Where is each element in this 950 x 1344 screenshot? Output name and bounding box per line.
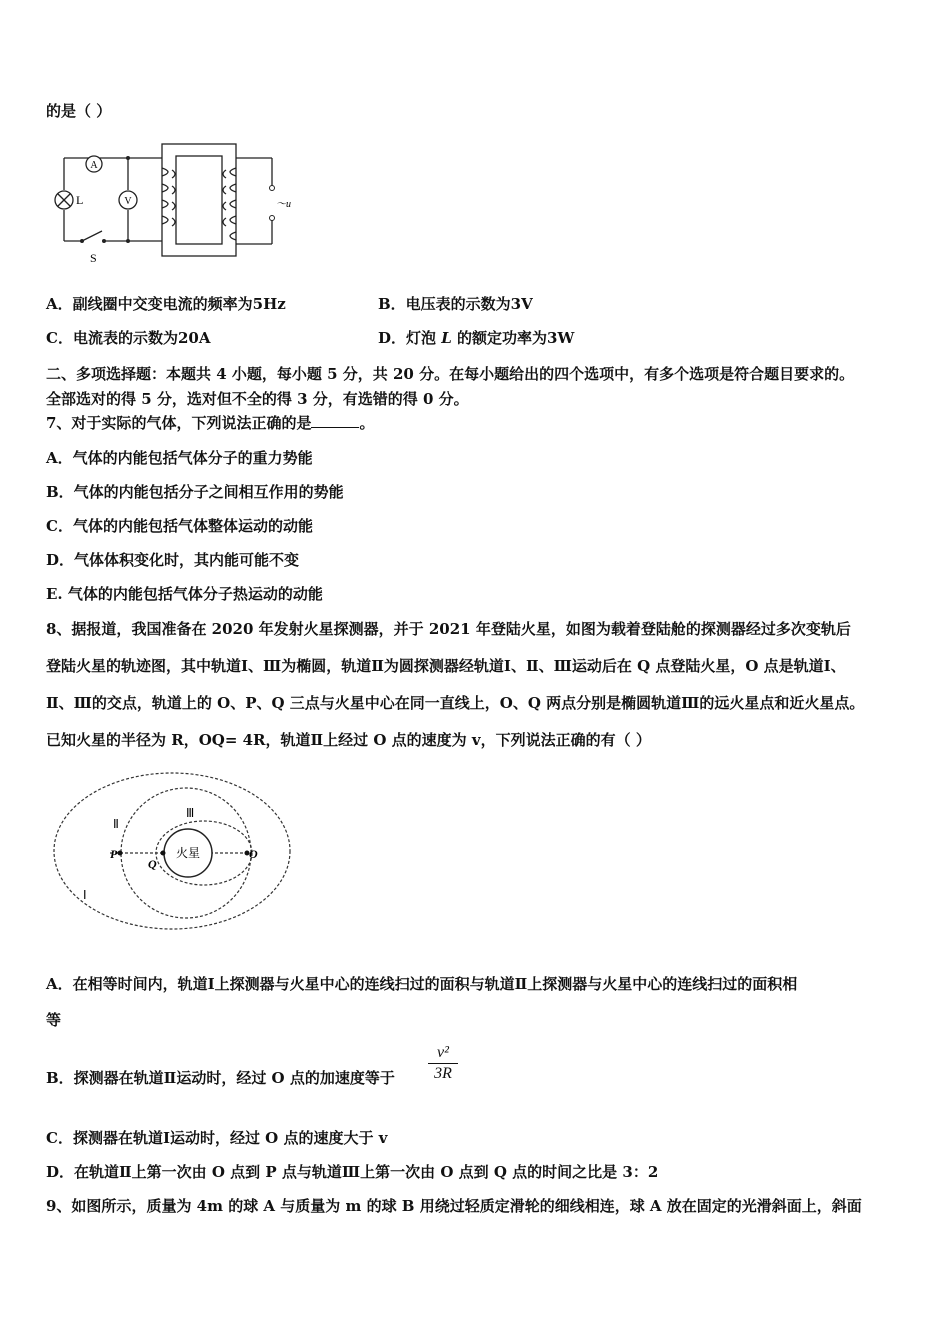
fraction-v2-over-3r: v² 3R [428,1044,458,1083]
switch-label: S [90,251,97,265]
ammeter-label: A [90,160,98,171]
lamp-label: L [76,193,84,207]
q7-option-c: C．气体的内能包括气体整体运动的动能 [46,517,313,535]
q9-stem-line1: 9、如图所示，质量为 4m 的球 A 与质量为 m 的球 B 用绕过轻质定滑轮的细线相连，球 A 放在固定的光滑斜面上，斜面 [46,1197,862,1215]
q6-option-a: A．副线圈中交变电流的频率为5Hz [46,295,286,313]
orbit-2-label: Ⅱ [113,817,119,831]
q7-option-a: A．气体的内能包括气体分子的重力势能 [46,449,313,467]
source-label: ～u [276,199,291,210]
q6-option-b: B．电压表的示数为3V [378,295,533,313]
voltmeter-label: V [124,196,132,207]
q7-option-d: D．气体体积变化时，其内能可能不变 [46,551,300,569]
section2-line1: 二、多项选择题：本题共 4 小题，每小题 5 分，共 20 分。在每小题给出的四个选项中，有多个选项是符合题目要求的。 [46,365,855,383]
q8-option-b: B．探测器在轨道Ⅱ运动时，经过 O 点的加速度等于 [46,1069,395,1087]
mars-orbit-diagram [50,765,290,935]
q8-stem-line3: Ⅱ、Ⅲ的交点，轨道上的 O、P、Q 三点与火星中心在同一直线上，O、Q 两点分别是椭圆轨道Ⅲ的远火星点和近火星点。 [46,694,865,712]
section2-line2: 全部选对的得 5 分，选对但不全的得 3 分，有选错的得 0 分。 [46,390,469,408]
answer-blank [311,413,359,428]
point-p-label: P [110,847,118,861]
q6-option-d: D．灯泡 L 的额定功率为3W [378,329,575,347]
orbit-3-label: Ⅲ [186,806,195,820]
q7-option-b: B．气体的内能包括分子之间相互作用的势能 [46,483,344,501]
q7-option-e: E. 气体的内能包括气体分子热运动的动能 [46,585,323,603]
q8-option-a-line2: 等 [46,1011,62,1029]
q8-option-d: D．在轨道Ⅱ上第一次由 O 点到 P 点与轨道Ⅲ上第一次由 O 点到 Q 点的时间之比是 3：2 [46,1163,659,1181]
q6-stem-tail: 的是（ ） [46,102,112,120]
q8-stem-line2: 登陆火星的轨迹图，其中轨道Ⅰ、Ⅲ为椭圆，轨道Ⅱ为圆探测器经轨道Ⅰ、Ⅱ、Ⅲ运动后在 Q 点登陆火星，O 点是轨道Ⅰ、 [46,657,846,675]
q8-stem-line4: 已知火星的半径为 R，OQ= 4R，轨道Ⅱ上经过 O 点的速度为 v，下列说法正确的有（ ） [46,731,651,749]
orbit-1-label: Ⅰ [83,888,87,902]
point-o-label: O [249,847,258,861]
mars-label: 火星 [175,846,201,860]
point-q-label: Q [148,857,157,871]
q7-stem: 7、对于实际的气体，下列说法正确的是 。 [46,414,375,432]
q8-stem-line1: 8、据报道，我国准备在 2020 年发射火星探测器，并于 2021 年登陆火星，如图为载着登陆舱的探测器经过多次变轨后 [46,620,851,638]
q8-option-a-line1: A．在相等时间内，轨道Ⅰ上探测器与火星中心的连线扫过的面积与轨道Ⅱ上探测器与火星中心的连线扫过的面积相 [46,975,798,993]
q6-option-c: C．电流表的示数为20A [46,329,211,347]
transformer-circuit-diagram [40,140,300,270]
q8-option-c: C．探测器在轨道Ⅰ运动时，经过 O 点的速度大于 v [46,1129,388,1147]
